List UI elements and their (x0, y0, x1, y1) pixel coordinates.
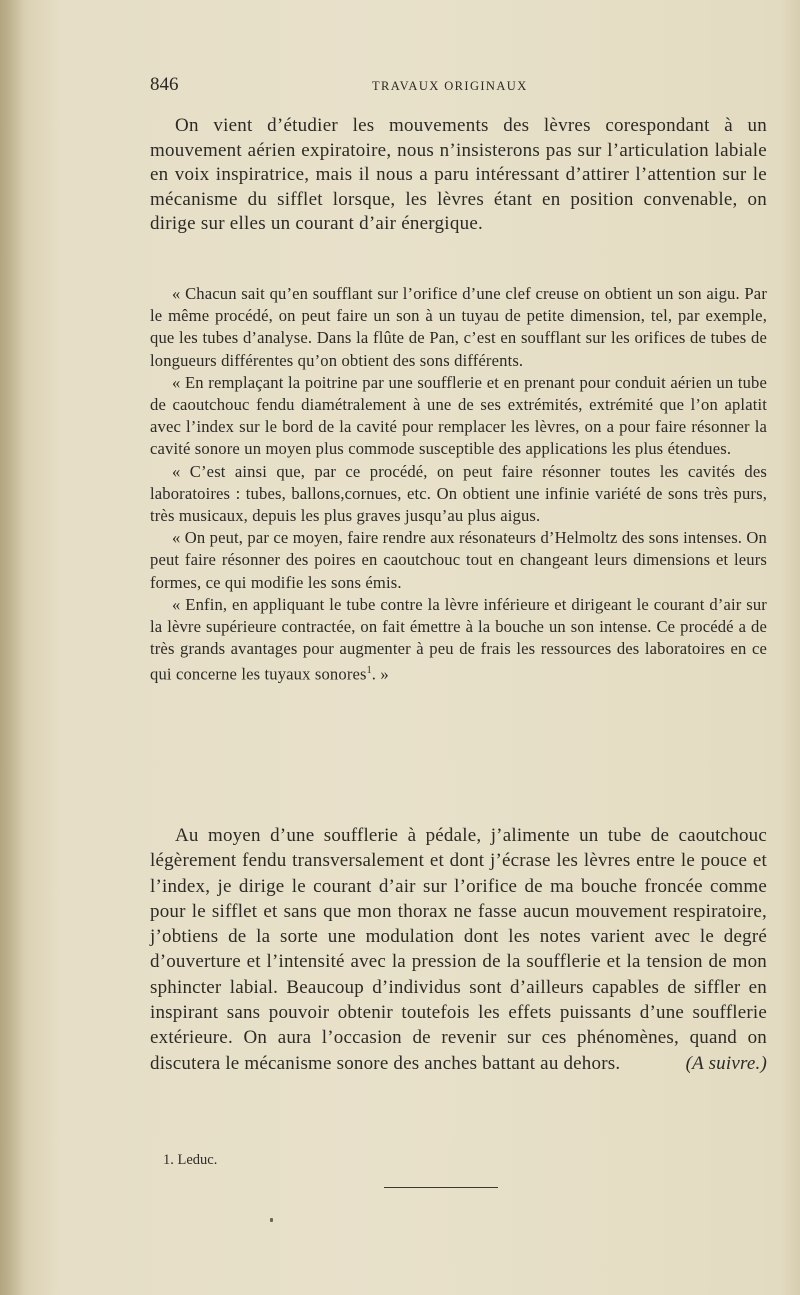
print-speck (270, 1218, 273, 1222)
quote-paragraph-clef: « Chacun sait qu’en soufflant sur l’orifice d’une clef creuse on obtient un son aigu. Par le même procédé, on peut faire un son à un tuyau de petite dimension, tel, par exemple, que les tubes d’analyse. Dans la flûte de Pan, c’est en soufflant sur les orifices de tubes de longueurs différentes qu’on obtient des sons différents. (150, 284, 767, 370)
quote-paragraph-enfin-text: « Enfin, en appliquant le tube contre la lèvre inférieure et dirigeant le courant d’air sur la lèvre supérieure contractée, on fait émettre à la bouche un son intense. Ce procédé a de très grands avantages pour augmenter à peu de frais les ressources des laboratoires en ce qui concerne les tuyaux sonores (150, 594, 767, 684)
footnote: 1. Leduc. (163, 1152, 218, 1168)
final-paragraph (150, 823, 767, 1076)
page-header (150, 74, 770, 98)
quote-closing-mark: . » (371, 664, 389, 684)
continued-note: (A suivre.) (685, 1052, 767, 1074)
running-title: TRAVAUX ORIGINAUX (372, 79, 528, 93)
final-paragraph-text: Au moyen d’une soufflerie à pédale, j’alimente un tube de caoutchouc légèrement fendu transversalement et dont j’écrase les lèvres entre le pouce et l’index, je dirige le courant d’air sur l’orifice de ma bouche froncée comme pour le sifflet et sans que mon thorax ne fasse aucun mouvement respiratoire, j’obtiens de la sorte une modulation dont les notes varient avec le degré d’ouverture et l’intensité avec la pression de la soufflerie et la tension de mon sphincter labial. Beaucoup d’individus sont d’ailleurs capables de siffler en inspirant sans pouvoir obtenir toutefois les effets puissants d’une soufflerie extérieure. On aura l’occasion de revenir sur ces phénomènes, quand on discutera le mécanisme sonore des anches battant au dehors. (150, 825, 767, 1074)
quote-paragraph-enfin (150, 594, 767, 686)
end-rule (384, 1187, 498, 1188)
spine-shadow (0, 0, 24, 1295)
page-number: 846 (150, 74, 179, 95)
quote-paragraph-cavites: « C’est ainsi que, par ce procédé, on peut faire résonner toutes les cavités des laboratoires : tubes, ballons,cornues, etc. On obtient une infinie variété de sons très purs, très musicaux, depuis les plus graves jusqu’au plus aigus. (150, 461, 767, 526)
quoted-passage (150, 283, 767, 686)
intro-paragraph: On vient d’étudier les mouvements des lèvres corespondant à un mouvement aérien expiratoire, nous n’insisterons pas sur l’articulation labiale en voix inspiratrice, mais il nous a paru intéressant d’attirer l’attention sur le mécanisme du sifflet lorsque, les lèvres étant en position convenable, on dirige sur elles un courant d’air énergique. (150, 115, 767, 235)
footnote-reference: 1 (366, 665, 372, 677)
quote-paragraph-resonateurs: « On peut, par ce moyen, faire rendre aux résonateurs d’Helmoltz des sons intenses. On peut faire résonner des poires en caoutchouc tout en changeant leurs dimensions et leurs formes, ce qui modifie les sons émis. (150, 528, 767, 592)
quote-paragraph-soufflerie: « En remplaçant la poitrine par une soufflerie et en prenant pour conduit aérien un tube de caoutchouc fendu diamétralement à une de ses extrémités, extrémité que l’on aplatit avec l’index sur le bord de la cavité pour remplacer les lèvres, on a pour faire résonner la cavité sonore un moyen plus commode susceptible des applications les plus étendues. (150, 372, 767, 459)
